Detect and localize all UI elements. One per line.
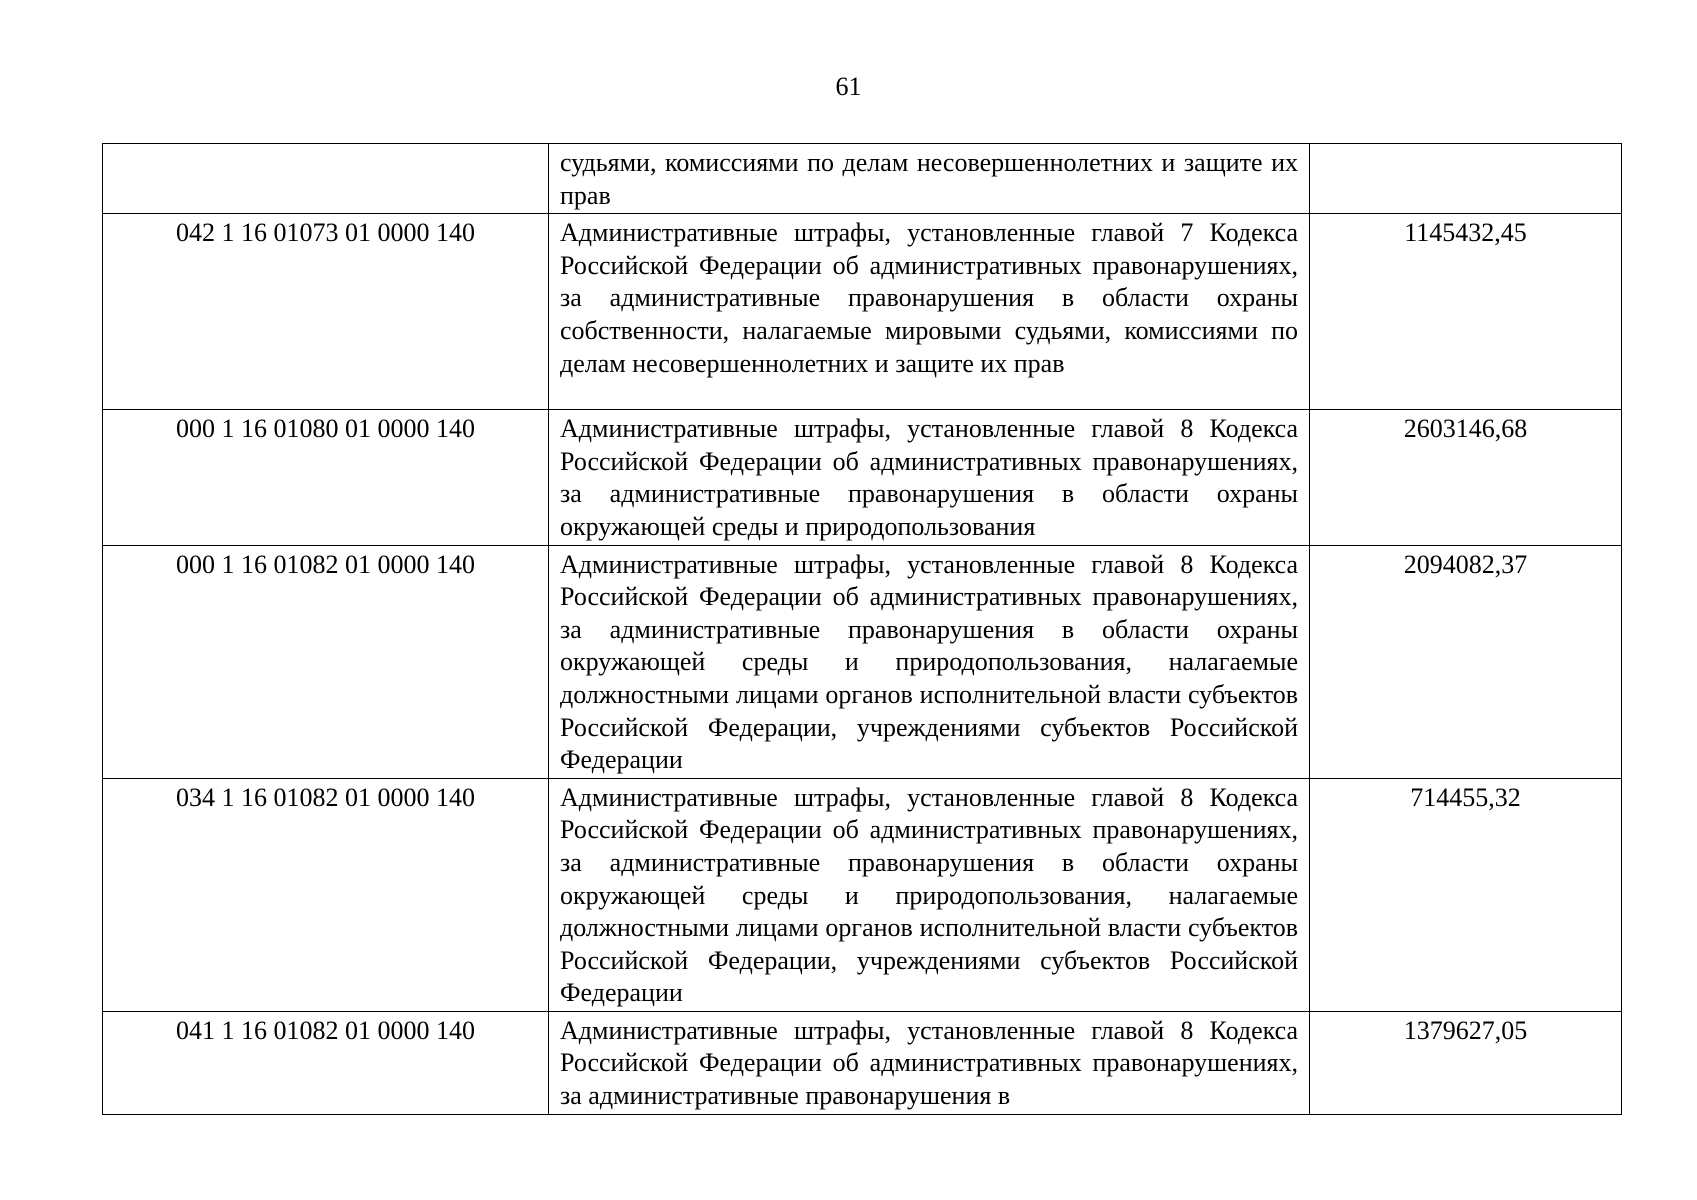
budget-code-cell: 034 1 16 01082 01 0000 140 xyxy=(103,778,549,1011)
amount-cell: 1145432,45 xyxy=(1310,214,1622,410)
table-row xyxy=(103,545,1622,778)
budget-code-cell xyxy=(103,144,549,214)
amount-cell: 2094082,37 xyxy=(1310,545,1622,778)
table-row xyxy=(103,1011,1622,1114)
table-row xyxy=(103,144,1622,214)
description-cell: Административные штрафы, установленные главой 8 Кодекса Российской Федерации об административных правонарушениях, за административные правонарушения в области охраны окружающей среды и природопользования, налагаемые должностными лицами органов исполнительной власти субъектов Российской Федерации, учреждениями субъектов Российской Федерации xyxy=(549,778,1310,1011)
amount-cell: 714455,32 xyxy=(1310,778,1622,1011)
budget-code-cell: 042 1 16 01073 01 0000 140 xyxy=(103,214,549,410)
table-row xyxy=(103,214,1622,410)
budget-revenue-table xyxy=(102,143,1622,1115)
page-number: 61 xyxy=(835,72,862,101)
amount-cell: 2603146,68 xyxy=(1310,410,1622,545)
description-cell: Административные штрафы, установленные главой 8 Кодекса Российской Федерации об административных правонарушениях, за административные правонарушения в области охраны окружающей среды и природопользования, налагаемые должностными лицами органов исполнительной власти субъектов Российской Федерации, учреждениями субъектов Российской Федерации xyxy=(549,545,1310,778)
budget-code-cell: 000 1 16 01080 01 0000 140 xyxy=(103,410,549,545)
budget-code-cell: 000 1 16 01082 01 0000 140 xyxy=(103,545,549,778)
amount-cell: 1379627,05 xyxy=(1310,1011,1622,1114)
description-cell: Административные штрафы, установленные главой 8 Кодекса Российской Федерации об административных правонарушениях, за административные правонарушения в области охраны окружающей среды и природопользования xyxy=(549,410,1310,545)
description-cell: судьями, комиссиями по делам несовершеннолетних и защите их прав xyxy=(549,144,1310,214)
amount-cell xyxy=(1310,144,1622,214)
table-row xyxy=(103,410,1622,545)
table-row xyxy=(103,778,1622,1011)
budget-code-cell: 041 1 16 01082 01 0000 140 xyxy=(103,1011,549,1114)
description-cell: Административные штрафы, установленные главой 7 Кодекса Российской Федерации об административных правонарушениях, за административные правонарушения в области охраны собственности, налагаемые мировыми судьями, комиссиями по делам несовершеннолетних и защите их прав xyxy=(549,214,1310,410)
description-cell: Административные штрафы, установленные главой 8 Кодекса Российской Федерации об административных правонарушениях, за административные правонарушения в xyxy=(549,1011,1310,1114)
